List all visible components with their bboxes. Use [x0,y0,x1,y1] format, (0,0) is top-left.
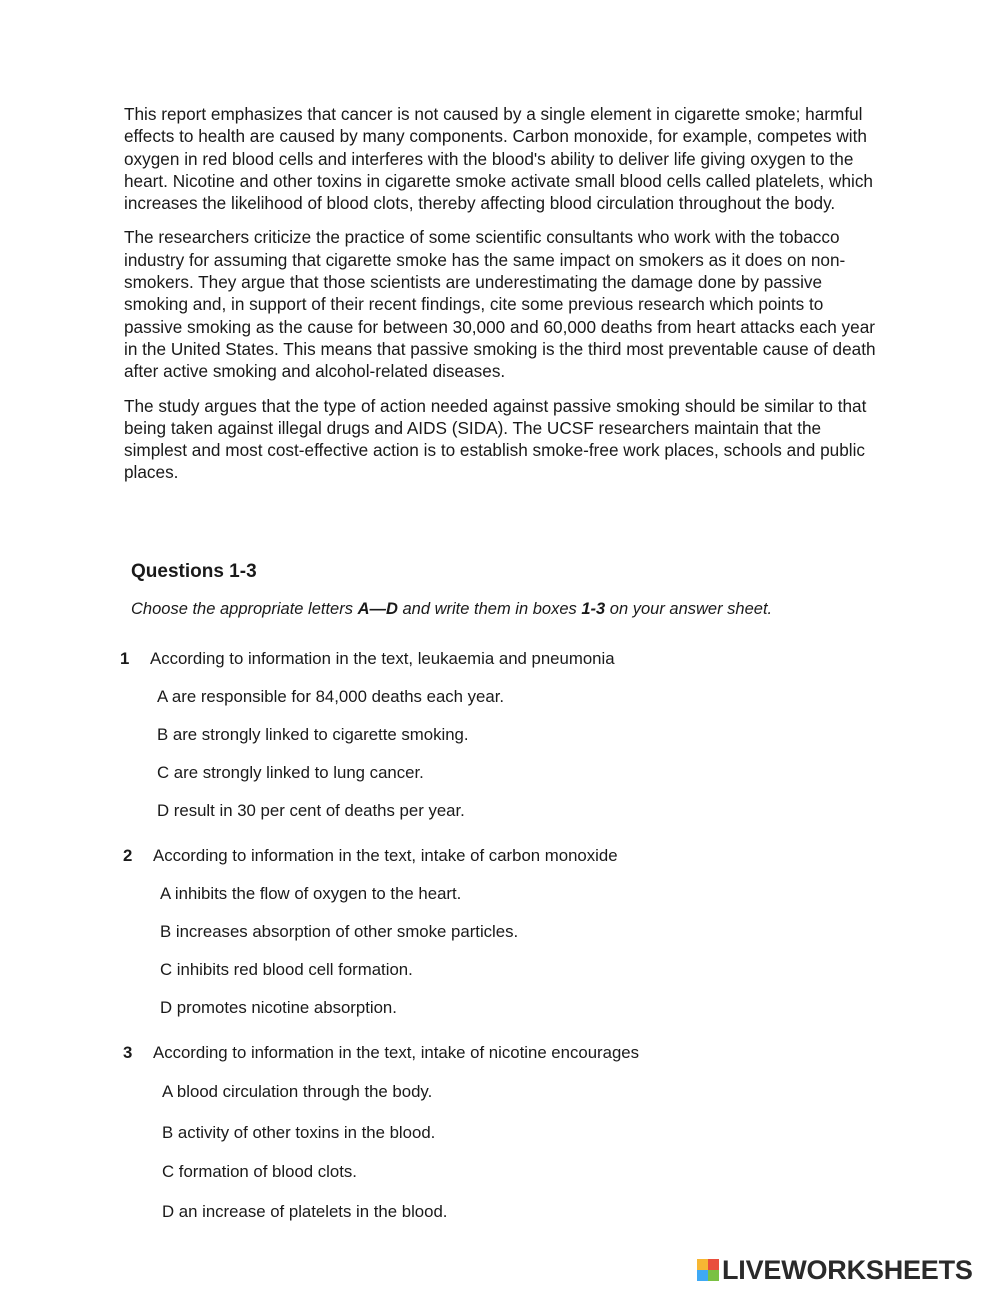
instructions-letters: A—D [357,600,398,618]
question-stem [123,1043,639,1063]
logo-mark-square [697,1259,708,1270]
passage-paragraph-2: The researchers criticize the practice of some scientific consultants who work with the tobacco industry for assuming that cigarette smoke has the same impact on smokers as it does on non-smokers. They argue that those scientists are underestimating the damage done by passive smoking and, in support of their recent findings, cite some previous research which points to passive smoking as the cause for between 30,000 and 60,000 deaths from heart attacks each year in the United States. This means that passive smoking is the third most preventable cause of death after active smoking and alcohol-related diseases. [124,227,876,382]
questions-heading: Questions 1-3 [131,561,257,582]
question-text: According to information in the text, intake of nicotine encourages [153,1043,640,1062]
logo-mark-square [697,1270,708,1281]
option-d[interactable]: D result in 30 per cent of deaths per year. [157,801,465,820]
option-c[interactable]: C inhibits red blood cell formation. [160,960,413,979]
logo-mark-square [708,1259,719,1270]
option-d[interactable]: D an increase of platelets in the blood. [162,1202,448,1221]
option-a[interactable]: A blood circulation through the body. [162,1082,433,1101]
option-a[interactable]: A are responsible for 84,000 deaths each year. [157,687,505,706]
question-2 [123,846,618,1017]
question-1 [120,649,615,820]
question-text: According to information in the text, intake of carbon monoxide [153,846,618,865]
option-b[interactable]: B increases absorption of other smoke particles. [160,922,519,941]
question-number: 1 [120,649,130,668]
option-c[interactable]: C are strongly linked to lung cancer. [157,763,424,782]
passage-paragraph-3: The study argues that the type of action needed against passive smoking should be similar to that being taken against illegal drugs and AIDS (SIDA). The UCSF researchers maintain that the simplest and most cost-effective action is to establish smoke-free work places, schools and public places. [124,395,867,483]
passage-paragraph-1: This report emphasizes that cancer is not caused by a single element in cigarette smoke; harmful effects to health are caused by many components. Carbon monoxide, for example, competes with oxygen in red blood cells and interferes with the blood's ability to deliver life giving oxygen to the heart. Nicotine and other toxins in cigarette smoke activate small blood cells called platelets, which increases the likelihood of blood clots, thereby affecting blood circulation throughout the body. [124,104,873,214]
question-number: 3 [123,1043,133,1062]
option-c[interactable]: C formation of blood clots. [162,1162,357,1181]
question-stem [120,649,615,669]
logo-mark-icon [697,1259,719,1281]
instructions-boxes: 1-3 [581,600,606,618]
reading-passage [124,103,884,496]
instructions-text-1: Choose the appropriate letters [131,600,358,618]
option-a[interactable]: A inhibits the flow of oxygen to the heart. [160,884,462,903]
logo-mark-square [708,1270,719,1281]
instructions-text-2: and write them in boxes [397,600,582,618]
question-number: 2 [123,846,133,865]
question-text: According to information in the text, leukaemia and pneumonia [150,649,615,668]
instructions-text-3: on your answer sheet. [605,600,773,618]
liveworksheets-logo [697,1255,973,1285]
question-stem [123,846,618,866]
question-3 [123,1043,640,1221]
option-d[interactable]: D promotes nicotine absorption. [160,998,397,1017]
option-b[interactable]: B are strongly linked to cigarette smoking. [157,725,469,744]
option-b[interactable]: B activity of other toxins in the blood. [162,1123,436,1142]
questions-instructions [131,600,772,619]
logo-text: LIVEWORKSHEETS [722,1254,973,1285]
